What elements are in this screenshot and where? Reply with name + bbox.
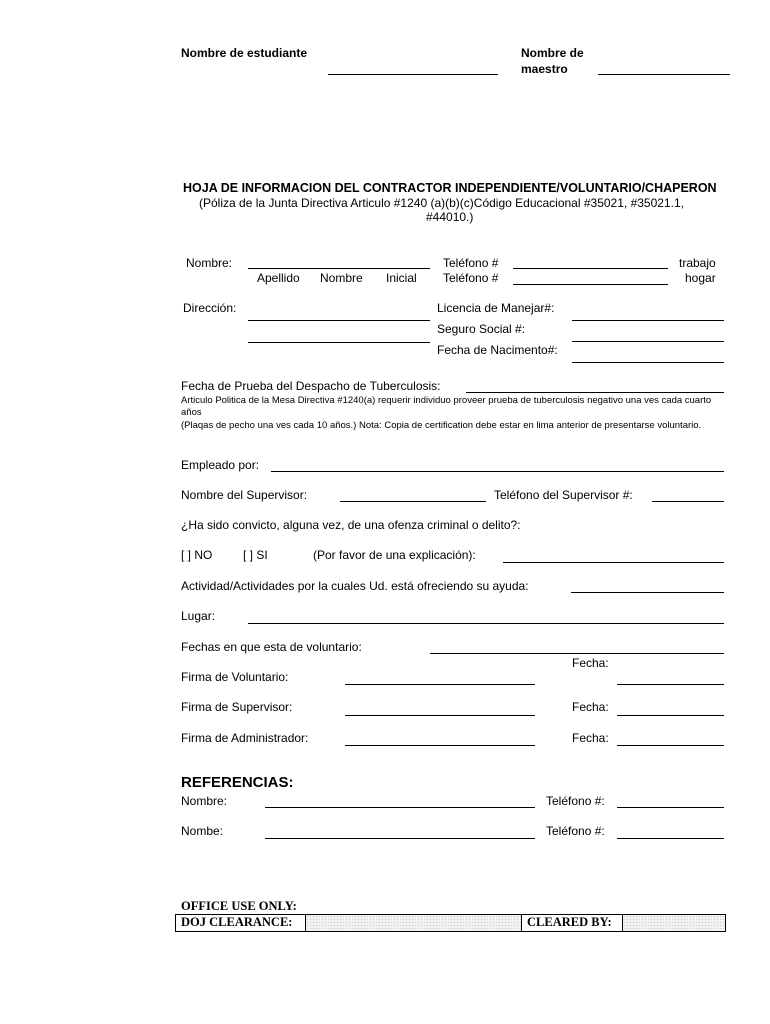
policy-line-1: (Póliza de la Junta Directiva Articulo #1240 (a)(b)(c)Código Educacional #35021, #35021.1, — [199, 196, 684, 210]
ssn-field[interactable] — [572, 341, 724, 342]
teacher-name-label-2: maestro — [521, 62, 568, 76]
cleared-by-field[interactable] — [623, 915, 725, 931]
place-field[interactable] — [248, 623, 724, 624]
inicial-caption: Inicial — [386, 271, 417, 285]
cleared-by-label: CLEARED BY: — [527, 915, 612, 929]
student-name-label: Nombre de estudiante — [181, 46, 308, 60]
phone-home-label: Teléfono # — [443, 271, 499, 285]
volunteer-signature-label: Firma de Voluntario: — [181, 670, 289, 684]
volunteer-date-field[interactable] — [617, 684, 724, 685]
reference-1-phone-field[interactable] — [617, 807, 724, 808]
explanation-field[interactable] — [503, 562, 724, 563]
supervisor-date-field[interactable] — [617, 715, 724, 716]
office-use-table — [175, 914, 726, 932]
address-field-2[interactable] — [248, 342, 430, 343]
tb-date-label: Fecha de Prueba del Despacho de Tuberculosis: — [181, 379, 441, 393]
reference-1-name-label: Nombre: — [181, 794, 228, 808]
conviction-si-checkbox[interactable]: [ ] SI — [243, 548, 268, 562]
doj-clearance-field[interactable] — [306, 915, 521, 931]
reference-2-phone-field[interactable] — [617, 838, 724, 839]
address-field-1[interactable] — [248, 320, 430, 321]
apellido-caption: Apellido — [257, 271, 300, 285]
conviction-question: ¿Ha sido convicto, alguna vez, de una ofenza criminal o delito?: — [181, 518, 521, 532]
supervisor-signature-field[interactable] — [345, 715, 535, 716]
supervisor-phone-field[interactable] — [652, 501, 724, 502]
nombre-caption: Nombre — [320, 271, 363, 285]
employed-by-field[interactable] — [271, 471, 724, 472]
activities-field[interactable] — [571, 592, 724, 593]
student-name-field[interactable] — [328, 74, 498, 75]
volunteer-dates-field[interactable] — [430, 653, 724, 654]
tb-date-field[interactable] — [466, 392, 724, 393]
supervisor-name-field[interactable] — [340, 501, 486, 502]
supervisor-phone-label: Teléfono del Supervisor #: — [494, 488, 633, 502]
supervisor-name-label: Nombre del Supervisor: — [181, 488, 308, 502]
name-field[interactable] — [248, 268, 430, 269]
address-label: Dirección: — [183, 301, 237, 315]
policy-line-2: #44010.) — [426, 210, 474, 224]
form-title: HOJA DE INFORMACION DEL CONTRACTOR INDEPENDIENTE/VOLUNTARIO/CHAPERON — [183, 181, 717, 195]
place-label: Lugar: — [181, 609, 216, 623]
admin-date-label: Fecha: — [572, 731, 609, 745]
tb-policy-note: Articulo Politica de la Mesa Directiva #1240(a) requerir individuo proveer prueba de tuberculosis negativo una ves cada cuarto años — [181, 395, 712, 418]
dob-field[interactable] — [572, 362, 724, 363]
supervisor-date-label: Fecha: — [572, 700, 609, 714]
reference-2-phone-label: Teléfono #: — [546, 824, 605, 838]
phone-work-label: Teléfono # — [443, 256, 499, 270]
name-label: Nombre: — [186, 256, 233, 270]
reference-1-name-field[interactable] — [265, 807, 535, 808]
reference-2-name-field[interactable] — [265, 838, 535, 839]
volunteer-dates-label: Fechas en que esta de voluntario: — [181, 640, 362, 654]
admin-signature-label: Firma de Administrador: — [181, 731, 309, 745]
dob-label: Fecha de Nacimento#: — [437, 343, 558, 357]
references-heading: REFERENCIAS: — [181, 774, 294, 791]
explanation-label: (Por favor de una explicación): — [313, 548, 476, 562]
reference-2-name-label: Nombe: — [181, 824, 224, 838]
tb-chest-note: (Plaqas de pecho una ves cada 10 años.) Nota: Copia de certification debe estar en lima anterior de presentarse voluntario. — [181, 420, 702, 431]
ssn-label: Seguro Social #: — [437, 322, 526, 336]
table-divider — [521, 915, 522, 931]
admin-date-field[interactable] — [617, 745, 724, 746]
supervisor-signature-label: Firma de Supervisor: — [181, 700, 293, 714]
employed-by-label: Empleado por: — [181, 458, 260, 472]
teacher-name-label-1: Nombre de — [521, 46, 584, 60]
teacher-name-field[interactable] — [598, 74, 730, 75]
office-use-heading: OFFICE USE ONLY: — [181, 899, 297, 913]
phone-home-caption: hogar — [685, 271, 716, 285]
admin-signature-field[interactable] — [345, 745, 535, 746]
license-field[interactable] — [572, 320, 724, 321]
license-label: Licencia de Manejar#: — [437, 301, 555, 315]
doj-clearance-label: DOJ CLEARANCE: — [181, 915, 293, 929]
reference-1-phone-label: Teléfono #: — [546, 794, 605, 808]
activities-label: Actividad/Actividades por la cuales Ud. está ofreciendo su ayuda: — [181, 579, 529, 593]
phone-work-caption: trabajo — [679, 256, 716, 270]
phone-work-field[interactable] — [513, 268, 668, 269]
volunteer-signature-field[interactable] — [345, 684, 535, 685]
volunteer-date-label: Fecha: — [572, 656, 609, 670]
conviction-no-checkbox[interactable]: [ ] NO — [181, 548, 213, 562]
phone-home-field[interactable] — [513, 284, 668, 285]
